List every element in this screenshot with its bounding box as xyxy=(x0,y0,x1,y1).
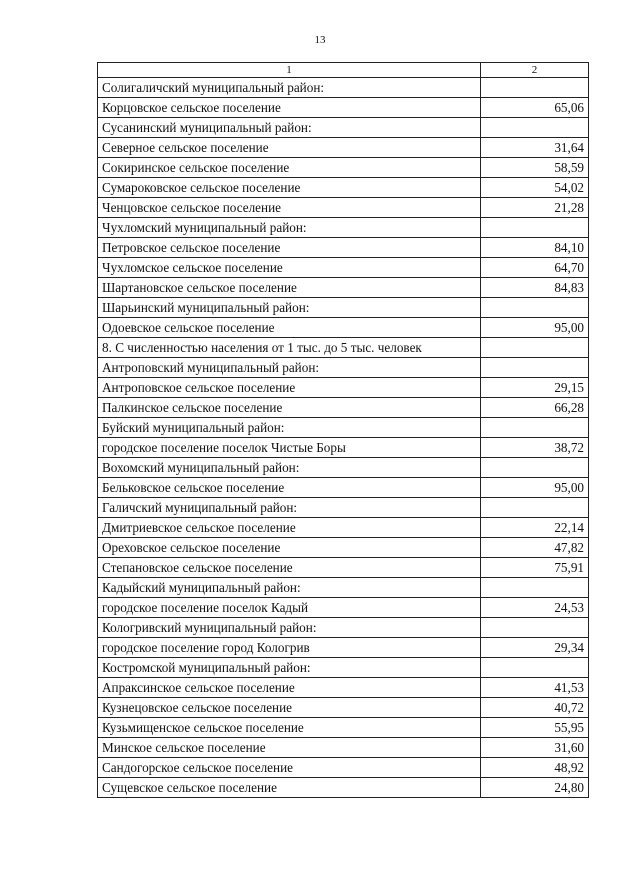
table-row xyxy=(98,478,589,498)
column-header: 1 xyxy=(98,63,481,78)
table-row xyxy=(98,258,589,278)
row-value-cell: 38,72 xyxy=(481,438,589,458)
table-header-row xyxy=(98,63,589,78)
table-row xyxy=(98,278,589,298)
table-row xyxy=(98,338,589,358)
row-name-cell: Солигаличский муниципальный район: xyxy=(98,78,481,98)
table-row xyxy=(98,198,589,218)
table-row xyxy=(98,678,589,698)
row-name-cell: Чухломское сельское поселение xyxy=(98,258,481,278)
table-row xyxy=(98,298,589,318)
row-name-cell: Сущевское сельское поселение xyxy=(98,778,481,798)
row-value-cell: 24,80 xyxy=(481,778,589,798)
row-name-cell: Вохомский муниципальный район: xyxy=(98,458,481,478)
row-value-cell xyxy=(481,618,589,638)
row-name-cell: Петровское сельское поселение xyxy=(98,238,481,258)
row-value-cell: 54,02 xyxy=(481,178,589,198)
table-row xyxy=(98,558,589,578)
row-value-cell: 75,91 xyxy=(481,558,589,578)
row-name-cell: 8. С численностью населения от 1 тыс. до 5 тыс. человек xyxy=(98,338,481,358)
row-value-cell: 41,53 xyxy=(481,678,589,698)
row-value-cell: 21,28 xyxy=(481,198,589,218)
row-name-cell: Кузьмищенское сельское поселение xyxy=(98,718,481,738)
row-value-cell: 48,92 xyxy=(481,758,589,778)
row-name-cell: Одоевское сельское поселение xyxy=(98,318,481,338)
row-value-cell: 29,15 xyxy=(481,378,589,398)
table-row xyxy=(98,418,589,438)
table-row xyxy=(98,138,589,158)
table-row xyxy=(98,538,589,558)
table-row xyxy=(98,438,589,458)
row-value-cell xyxy=(481,218,589,238)
row-name-cell: Палкинское сельское поселение xyxy=(98,398,481,418)
row-name-cell: Кологривский муниципальный район: xyxy=(98,618,481,638)
row-value-cell xyxy=(481,118,589,138)
row-value-cell: 24,53 xyxy=(481,598,589,618)
table-row xyxy=(98,178,589,198)
row-name-cell: Сокиринское сельское поселение xyxy=(98,158,481,178)
row-value-cell xyxy=(481,418,589,438)
row-name-cell: Антроповское сельское поселение xyxy=(98,378,481,398)
table-row xyxy=(98,698,589,718)
table-body xyxy=(98,78,589,798)
row-value-cell: 29,34 xyxy=(481,638,589,658)
table-row xyxy=(98,718,589,738)
row-name-cell: Сумароковское сельское поселение xyxy=(98,178,481,198)
row-value-cell: 95,00 xyxy=(481,478,589,498)
row-value-cell xyxy=(481,338,589,358)
table-row xyxy=(98,518,589,538)
row-name-cell: Дмитриевское сельское поселение xyxy=(98,518,481,538)
table-row xyxy=(98,118,589,138)
row-value-cell xyxy=(481,498,589,518)
row-name-cell: Корцовское сельское поселение xyxy=(98,98,481,118)
row-value-cell: 40,72 xyxy=(481,698,589,718)
table-row xyxy=(98,738,589,758)
row-name-cell: Кадыйский муниципальный район: xyxy=(98,578,481,598)
row-name-cell: городское поселение город Кологрив xyxy=(98,638,481,658)
row-name-cell: Степановское сельское поселение xyxy=(98,558,481,578)
table-row xyxy=(98,358,589,378)
row-value-cell: 84,10 xyxy=(481,238,589,258)
table-row xyxy=(98,498,589,518)
row-name-cell: Кузнецовское сельское поселение xyxy=(98,698,481,718)
row-name-cell: Минское сельское поселение xyxy=(98,738,481,758)
row-value-cell: 95,00 xyxy=(481,318,589,338)
row-value-cell: 22,14 xyxy=(481,518,589,538)
row-name-cell: Антроповский муниципальный район: xyxy=(98,358,481,378)
table-row xyxy=(98,98,589,118)
row-value-cell xyxy=(481,658,589,678)
row-value-cell: 55,95 xyxy=(481,718,589,738)
row-value-cell xyxy=(481,78,589,98)
row-value-cell: 66,28 xyxy=(481,398,589,418)
row-value-cell xyxy=(481,458,589,478)
table-row xyxy=(98,318,589,338)
row-name-cell: Шарьинский муниципальный район: xyxy=(98,298,481,318)
table-row xyxy=(98,398,589,418)
row-value-cell: 31,60 xyxy=(481,738,589,758)
table-row xyxy=(98,758,589,778)
row-name-cell: Костромской муниципальный район: xyxy=(98,658,481,678)
row-value-cell: 84,83 xyxy=(481,278,589,298)
table-row xyxy=(98,238,589,258)
table-row xyxy=(98,378,589,398)
row-value-cell: 58,59 xyxy=(481,158,589,178)
row-name-cell: городское поселение поселок Чистые Боры xyxy=(98,438,481,458)
row-name-cell: Бельковское сельское поселение xyxy=(98,478,481,498)
table-row xyxy=(98,78,589,98)
table-row xyxy=(98,218,589,238)
row-value-cell: 65,06 xyxy=(481,98,589,118)
data-table xyxy=(97,62,589,798)
row-value-cell: 64,70 xyxy=(481,258,589,278)
table-row xyxy=(98,658,589,678)
row-value-cell xyxy=(481,298,589,318)
row-value-cell: 31,64 xyxy=(481,138,589,158)
row-name-cell: Сандогорское сельское поселение xyxy=(98,758,481,778)
column-header: 2 xyxy=(481,63,589,78)
row-name-cell: Шартановское сельское поселение xyxy=(98,278,481,298)
table-row xyxy=(98,598,589,618)
row-name-cell: Буйский муниципальный район: xyxy=(98,418,481,438)
row-value-cell xyxy=(481,358,589,378)
row-value-cell: 47,82 xyxy=(481,538,589,558)
table-row xyxy=(98,158,589,178)
row-value-cell xyxy=(481,578,589,598)
table-row xyxy=(98,578,589,598)
row-name-cell: Северное сельское поселение xyxy=(98,138,481,158)
row-name-cell: Апраксинское сельское поселение xyxy=(98,678,481,698)
row-name-cell: Чухломский муниципальный район: xyxy=(98,218,481,238)
row-name-cell: Галичский муниципальный район: xyxy=(98,498,481,518)
table-row xyxy=(98,618,589,638)
row-name-cell: Ореховское сельское поселение xyxy=(98,538,481,558)
row-name-cell: Сусанинский муниципальный район: xyxy=(98,118,481,138)
row-name-cell: Ченцовское сельское поселение xyxy=(98,198,481,218)
table-row xyxy=(98,638,589,658)
table-row xyxy=(98,458,589,478)
row-name-cell: городское поселение поселок Кадый xyxy=(98,598,481,618)
page-number: 13 xyxy=(314,34,326,46)
table-row xyxy=(98,778,589,798)
